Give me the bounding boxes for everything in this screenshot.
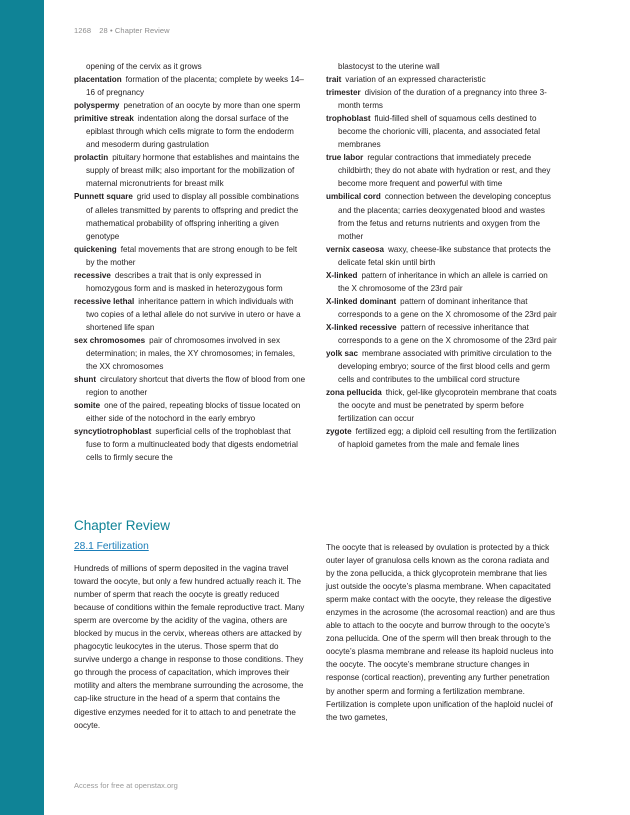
- glossary-term: zygote: [326, 427, 352, 437]
- glossary-term: recessive: [74, 270, 111, 280]
- glossary-definition: thick, gel-like glycoprotein membrane that coats the oocyte and must be penetrated by sperm before fertilization can occur: [338, 388, 557, 424]
- glossary-term: trophoblast: [326, 114, 371, 124]
- review-paragraph-right: The oocyte that is released by ovulation is protected by a thick outer layer of granulosa cells known as the corona radiata and by the zona pellucida, a thick glycoprotein membrane that lies just outside the oocyte’s plasma membrane. When capacitated sperm make contact with the oocyte, they release the digestive enzymes in the acrosome (the acrosomal reaction) and are thus able to attach to the oocyte and burrow through to the oocyte’s zona pellucida. One of the sperm will then break through to the oocyte’s plasma membrane and release its haploid nucleus into the oocyte. The oocyte’s membrane structure changes in response (cortical reaction), preventing any further penetration by another sperm and forming a fertilization membrane. Fertilization is complete upon unification of the haploid nuclei of the two gametes,: [326, 543, 555, 722]
- glossary-entry: [74, 425, 306, 464]
- glossary-definition: fluid-filled shell of squamous cells destined to become the chorionic villi, placenta, and associated fetal membranes: [338, 114, 541, 150]
- glossary-definition: grid used to display all possible combinations of alleles transmitted by parents to offspring and predict the mathematical probability of offspring inheriting a given genotype: [86, 192, 299, 241]
- page-number: 1268: [74, 26, 92, 35]
- glossary-definition: connection between the developing conceptus and the placenta; carries deoxygenated blood and wastes from the fetus and returns nutrients and oxygen from the mother: [338, 192, 551, 241]
- glossary-entry: [74, 295, 306, 334]
- glossary-entry: [326, 425, 558, 451]
- chapter-label: 28 • Chapter Review: [99, 26, 170, 35]
- glossary-definition: pattern of inheritance in which an allele is carried on the X chromosome of the 23rd pair: [338, 270, 548, 293]
- glossary-entry: [74, 151, 306, 190]
- glossary-term: recessive lethal: [74, 296, 135, 306]
- glossary-definition: waxy, cheese-like substance that protects the delicate fetal skin until birth: [338, 244, 551, 267]
- glossary-term: X-linked: [326, 270, 358, 280]
- review-paragraph-left: Hundreds of millions of sperm deposited in the vagina travel toward the oocyte, but only a few hundred actually reach it. The number of sperm that reach the oocyte is greatly reduced because of conditions within the female reproductive tract. Many sperm are overcome by the acidity of the vagina, others are blocked by mucus in the cervix, whereas others are attacked by phagocytic leukocytes in the uterus. Those sperm that do survive undergo a change in response to those conditions. They go through the process of capacitation, which improves their motility and alters the membrane surrounding the acrosome, the cap-like structure in the head of a sperm that contains the digestive enzymes needed for it to attach to and penetrate the oocyte.: [74, 564, 305, 730]
- glossary-entry: [74, 112, 306, 151]
- glossary-definition: pattern of recessive inheritance that corresponds to a gene on the X chromosome of the 23rd pair: [338, 322, 557, 345]
- side-color-bar: [0, 0, 44, 815]
- glossary-definition: membrane associated with primitive circulation to the developing embryo; source of the first blood cells and germ cells and contributes to the umbilical cord structure: [338, 349, 552, 385]
- glossary-term: trait: [326, 75, 342, 85]
- glossary-entry: [74, 190, 306, 242]
- running-head: [74, 26, 176, 35]
- glossary-term: quickening: [74, 244, 117, 254]
- glossary-term: vernix caseosa: [326, 244, 385, 254]
- glossary-entry: [74, 373, 306, 399]
- chapter-review-heading: Chapter Review: [74, 518, 171, 533]
- glossary-entry: [326, 386, 558, 425]
- glossary-entry: [74, 243, 306, 269]
- glossary-definition: fetal movements that are strong enough to be felt by the mother: [86, 244, 298, 267]
- glossary-entry: [326, 321, 558, 347]
- glossary-term: yolk sac: [326, 349, 358, 359]
- glossary-entry: [74, 399, 306, 425]
- glossary-term: umbilical cord: [326, 192, 381, 202]
- glossary-definition: regular contractions that immediately precede childbirth; they do not abate with hydration or rest, and they become more frequent and powerful with time: [338, 153, 551, 189]
- glossary-entry: [326, 112, 558, 151]
- glossary-entry: [74, 269, 306, 295]
- glossary-term: X-linked recessive: [326, 322, 397, 332]
- glossary-term: sex chromosomes: [74, 335, 146, 345]
- glossary-term: zona pellucida: [326, 388, 382, 398]
- section-link-fertilization[interactable]: 28.1 Fertilization: [74, 541, 149, 552]
- glossary-definition: one of the paired, repeating blocks of tissue located on either side of the notochord in the early embryo: [86, 401, 301, 424]
- glossary-entry: [326, 243, 558, 269]
- glossary-definition: penetration of an oocyte by more than one sperm: [123, 101, 301, 111]
- glossary-definition: pair of chromosomes involved in sex determination; in males, the XY chromosomes; in females, the XX chromosomes: [86, 335, 296, 372]
- glossary-term: prolactin: [74, 153, 109, 163]
- glossary-entry: [326, 73, 558, 86]
- glossary-definition: fertilized egg; a diploid cell resulting from the fertilization of haploid gametes from the male and female lines: [338, 427, 557, 450]
- glossary-term: Punnett square: [74, 192, 133, 202]
- glossary-term: syncytiotrophoblast: [74, 427, 152, 437]
- glossary-term: X-linked dominant: [326, 296, 397, 306]
- glossary-term: placentation: [74, 75, 122, 85]
- glossary-term: somite: [74, 401, 101, 411]
- glossary-left-column: [74, 60, 306, 464]
- glossary-term: polyspermy: [74, 101, 120, 111]
- glossary-definition: superficial cells of the trophoblast that fuse to form a multinucleated body that digests endometrial cells to firmly secure the: [86, 427, 298, 463]
- footer-access-note: Access for free at openstax.org: [74, 781, 178, 790]
- glossary-definition: formation of the placenta; complete by weeks 14–16 of pregnancy: [86, 75, 304, 98]
- glossary-entry: [74, 99, 306, 112]
- glossary-term: shunt: [74, 375, 97, 385]
- glossary-entry: [326, 269, 558, 295]
- glossary-definition: pituitary hormone that establishes and maintains the supply of breast milk; also important for the mobilization of maternal micronutrients for breast milk: [86, 153, 300, 189]
- glossary-definition: division of the duration of a pregnancy into three 3-month terms: [338, 88, 547, 111]
- glossary-right-column: [326, 60, 558, 451]
- glossary-definition: indentation along the dorsal surface of the epiblast through which cells migrate to form the endoderm and mesoderm during gastrulation: [86, 114, 294, 150]
- glossary-definition: describes a trait that is only expressed in homozygous form and is masked in heterozygous form: [86, 270, 283, 293]
- glossary-term: trimester: [326, 88, 361, 98]
- glossary-entry: [326, 190, 558, 242]
- glossary-entry: [326, 347, 558, 386]
- glossary-definition: circulatory shortcut that diverts the flow of blood from one region to another: [86, 375, 306, 398]
- glossary-entry: [326, 295, 558, 321]
- glossary-continuation: blastocyst to the uterine wall: [338, 62, 440, 71]
- glossary-entry: [326, 151, 558, 190]
- glossary-continuation: opening of the cervix as it grows: [86, 62, 202, 71]
- glossary-entry: [74, 334, 306, 373]
- glossary-definition: pattern of dominant inheritance that corresponds to a gene on the X chromosome of the 23rd pair: [338, 296, 557, 319]
- glossary-definition: inheritance pattern in which individuals with two copies of a lethal allele do not survive in utero or have a shortened life span: [86, 296, 301, 332]
- glossary-term: primitive streak: [74, 114, 134, 124]
- glossary-entry: [326, 86, 558, 112]
- glossary-entry: [74, 73, 306, 99]
- glossary-term: true labor: [326, 153, 364, 163]
- glossary-definition: variation of an expressed characteristic: [345, 75, 486, 85]
